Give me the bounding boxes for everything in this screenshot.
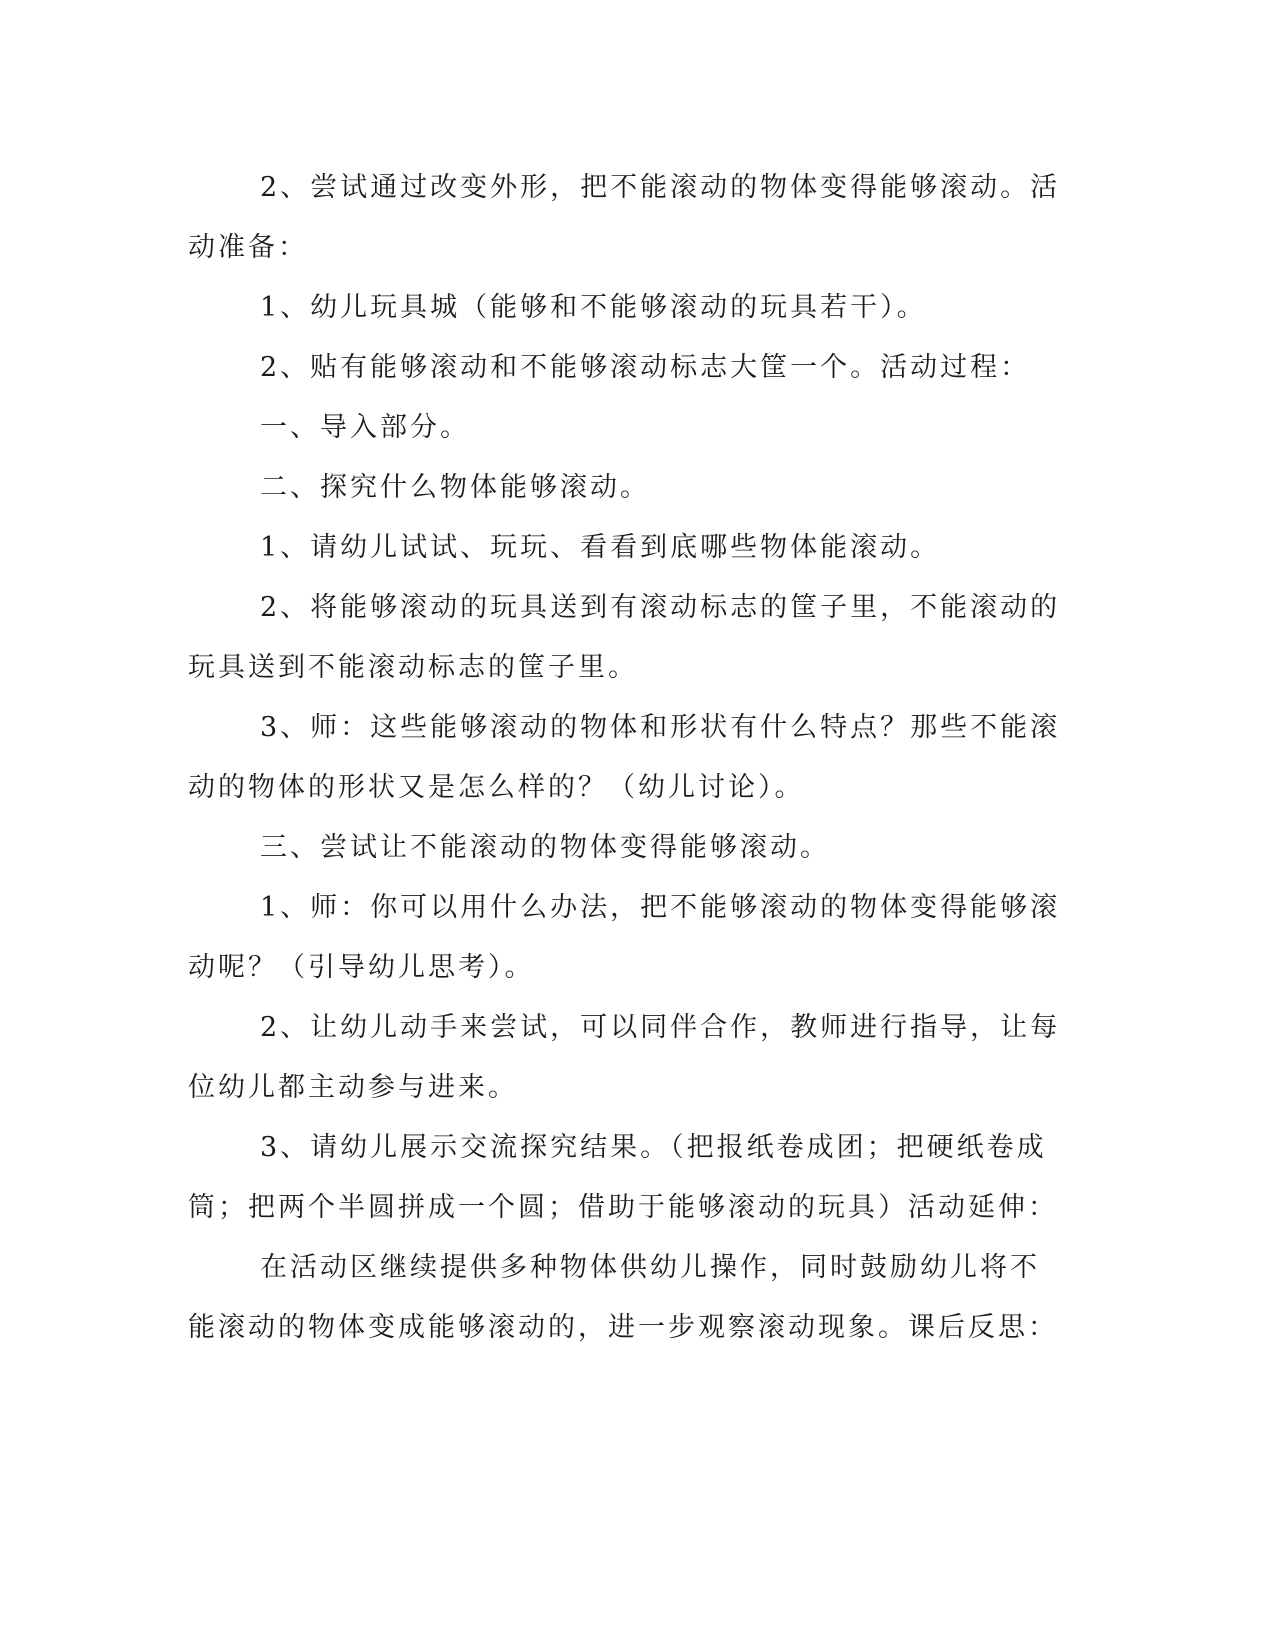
paragraph: 1、师：你可以用什么办法，把不能够滚动的物体变得能够滚动呢？（引导幼儿思考）。 — [188, 892, 1061, 983]
paragraph: 一、导入部分。 — [260, 412, 470, 443]
paragraph: 在活动区继续提供多种物体供幼儿操作，同时鼓励幼儿将不能滚动的物体变成能够滚动的，进一步观察滚动现象。课后反思： — [188, 1252, 1058, 1343]
paragraph: 1、请幼儿试试、玩玩、看看到底哪些物体能滚动。 — [260, 532, 941, 563]
paragraph: 2、将能够滚动的玩具送到有滚动标志的筐子里，不能滚动的玩具送到不能滚动标志的筐子里。 — [188, 592, 1061, 683]
paragraph: 三、尝试让不能滚动的物体变得能够滚动。 — [260, 832, 830, 863]
document-body — [188, 158, 1068, 1358]
paragraph: 3、请幼儿展示交流探究结果。（把报纸卷成团；把硬纸卷成筒；把两个半圆拼成一个圆；借助于能够滚动的玩具）活动延伸： — [188, 1132, 1058, 1223]
paragraph: 2、贴有能够滚动和不能够滚动标志大筐一个。活动过程： — [260, 352, 1031, 383]
paragraph: 二、探究什么物体能够滚动。 — [260, 472, 650, 503]
paragraph: 3、师：这些能够滚动的物体和形状有什么特点？那些不能滚动的物体的形状又是怎么样的？（幼儿讨论）。 — [188, 712, 1061, 803]
paragraph: 1、幼儿玩具城（能够和不能够滚动的玩具若干）。 — [260, 292, 927, 323]
paragraph: 2、尝试通过改变外形，把不能滚动的物体变得能够滚动。活动准备： — [188, 172, 1061, 263]
paragraph: 2、让幼儿动手来尝试，可以同伴合作，教师进行指导，让每位幼儿都主动参与进来。 — [188, 1012, 1061, 1103]
